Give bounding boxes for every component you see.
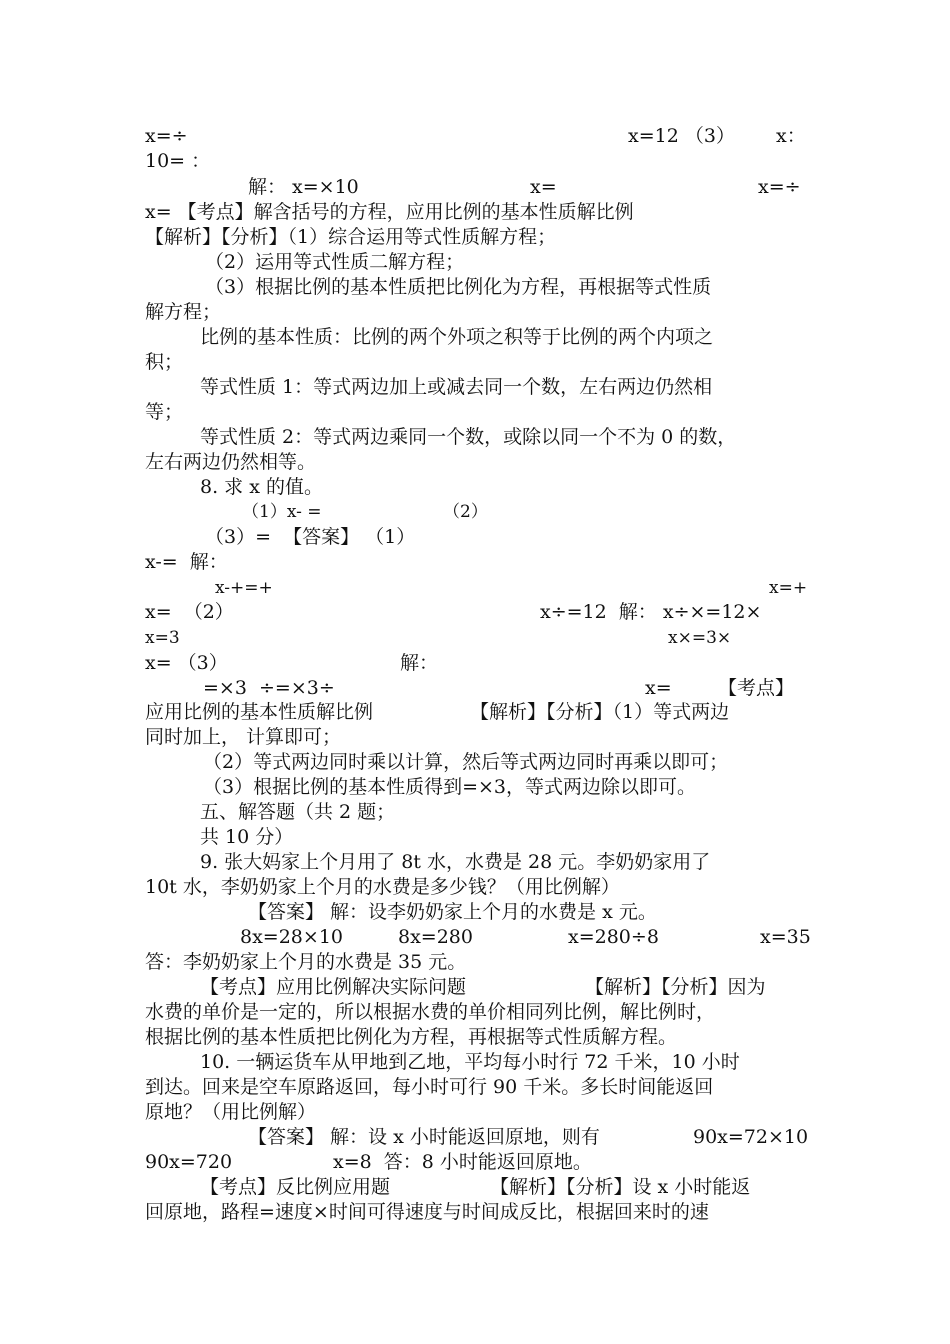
text-line: 到达。回来是空车原路返回，每小时可行 90 千米。多长时间能返回	[145, 1076, 714, 1098]
text-line: （2）等式两边同时乘以计算，然后等式两边同时再乘以即可；	[203, 751, 729, 773]
text-line: （2）运用等式性质二解方程；	[205, 251, 465, 273]
text-line: 回原地，路程=速度×时间可得速度与时间成反比，根据回来时的速	[145, 1201, 709, 1223]
text-line: x=	[530, 176, 557, 198]
text-line: 10. 一辆运货车从甲地到乙地，平均每小时行 72 千米，10 小时	[200, 1051, 740, 1073]
text-line: 同时加上， 计算即可；	[145, 726, 342, 748]
text-line: （3）根据比例的基本性质得到=×3，等式两边除以即可。	[203, 776, 697, 798]
text-line: x：	[776, 125, 806, 147]
text-line: 8. 求 x 的值。	[200, 476, 323, 498]
text-line: x= （2）	[145, 601, 234, 623]
section-heading: 五、解答题（共 2 题；	[200, 801, 396, 823]
text-line: 【考点】反比例应用题	[200, 1176, 391, 1198]
text-line: 解方程；	[145, 301, 222, 323]
text-line: =×3 ÷=×3÷	[203, 677, 335, 699]
text-line: （3）根据比例的基本性质把比例化为方程，再根据等式性质	[205, 276, 712, 298]
text-line: 8x=280	[398, 926, 473, 948]
text-line: 【考点】应用比例解决实际问题	[200, 976, 467, 998]
text-line: 9. 张大妈家上个月用了 8t 水，水费是 28 元。李奶奶家用了	[200, 851, 711, 873]
text-line: 等式性质 2：等式两边乘同一个数，或除以同一个不为 0 的数，	[200, 426, 737, 448]
text-line: 解： x=×10	[248, 176, 359, 198]
text-line: 【解析】【分析】因为	[585, 976, 766, 998]
text-line: 应用比例的基本性质解比例	[145, 701, 374, 723]
text-line: 【答案】 解：设 x 小时能返回原地，则有	[248, 1126, 600, 1148]
text-line: x= （3）	[145, 652, 228, 674]
text-line: x-= 解：	[145, 551, 228, 573]
text-line: x=÷	[145, 125, 188, 147]
text-line: x÷=12 解： x÷×=12×	[540, 601, 762, 623]
text-line: 【解析】【分析】（1）等式两边	[470, 701, 730, 723]
text-line: 90x=72×10	[693, 1126, 809, 1148]
text-line: （3）= 【答案】 （1）	[205, 526, 416, 548]
text-line: x=12 （3）	[628, 125, 735, 147]
text-line: x=35	[760, 926, 811, 948]
text-line: x-+=+	[215, 578, 273, 598]
text-line: x=8 答：8 小时能返回原地。	[333, 1151, 592, 1173]
text-line: 答：李奶奶家上个月的水费是 35 元。	[145, 951, 467, 973]
text-line: 8x=28×10	[240, 926, 343, 948]
text-line: 【解析】【分析】（1）综合运用等式性质解方程；	[145, 226, 557, 248]
text-line: 比例的基本性质：比例的两个外项之积等于比例的两个内项之	[200, 326, 714, 348]
text-line: 等式性质 1：等式两边加上或减去同一个数，左右两边仍然相	[200, 376, 713, 398]
text-line: 10= ：	[145, 150, 211, 172]
text-line: x= 【考点】解含括号的方程，应用比例的基本性质解比例	[145, 201, 634, 223]
text-line: 解：	[400, 652, 439, 674]
section-heading: 共 10 分）	[200, 826, 294, 848]
text-line: x×=3×	[668, 628, 732, 648]
text-line: 【答案】 解：设李奶奶家上个月的水费是 x 元。	[248, 901, 657, 923]
text-line: （1）x- =	[242, 502, 322, 522]
text-line: 10t 水，李奶奶家上个月的水费是多少钱？（用比例解）	[145, 876, 620, 898]
text-line: x=÷	[758, 176, 801, 198]
text-line: x=	[645, 677, 672, 699]
text-line: 左右两边仍然相等。	[145, 451, 317, 473]
text-line: 水费的单价是一定的，所以根据水费的单价相同列比例，解比例时，	[145, 1001, 716, 1023]
text-line: 【解析】【分析】设 x 小时能返	[490, 1176, 751, 1198]
text-line: 【考点】	[718, 677, 795, 699]
text-line: 等；	[145, 401, 184, 423]
text-line: （2）	[443, 502, 488, 522]
text-line: x=3	[145, 628, 180, 648]
text-line: x=+	[769, 578, 808, 598]
text-line: 积；	[145, 351, 184, 373]
text-line: 90x=720	[145, 1151, 233, 1173]
text-line: 根据比例的基本性质把比例化为方程，再根据等式性质解方程。	[145, 1026, 678, 1048]
text-line: 原地？（用比例解）	[145, 1101, 317, 1123]
text-line: x=280÷8	[568, 926, 659, 948]
